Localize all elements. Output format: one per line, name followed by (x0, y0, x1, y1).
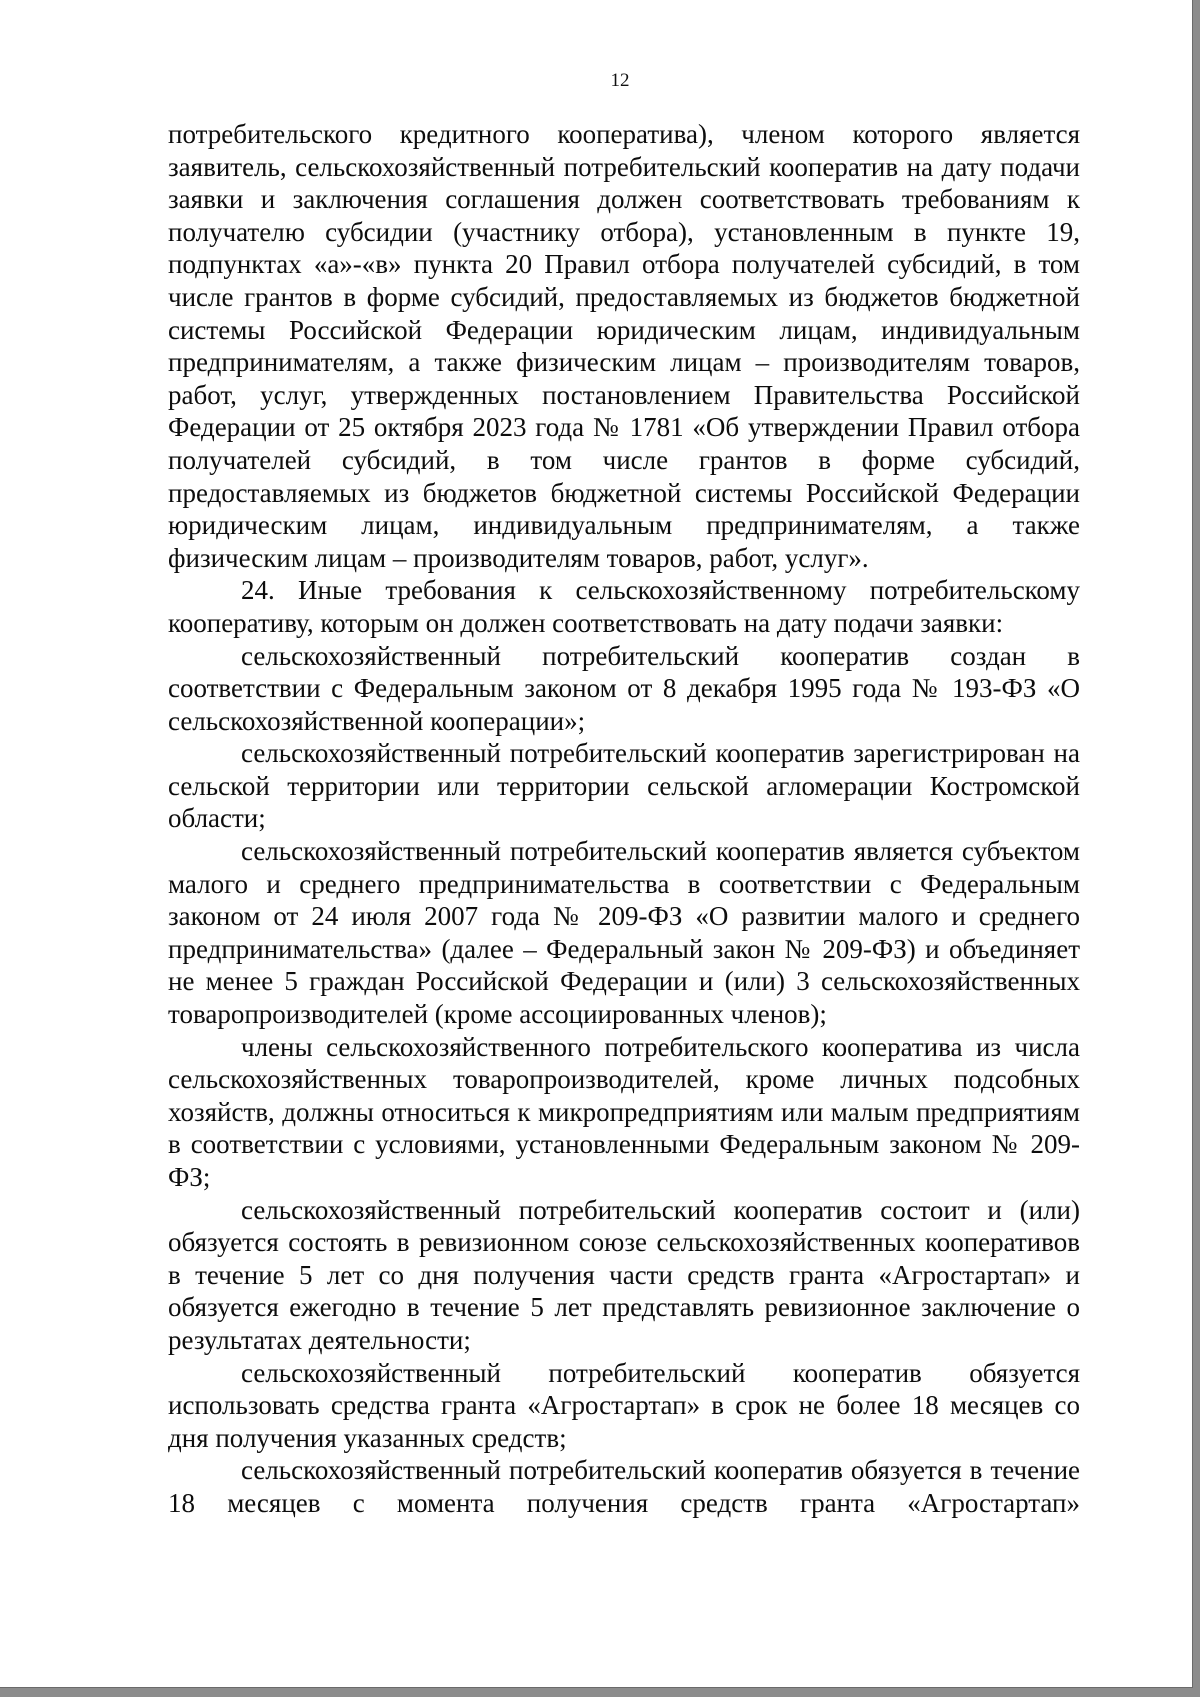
paragraph-continuation: потребительского кредитного кооператива), членом которого является заявитель, сельскохозяйственный потребительский кооператив на дату подачи заявки и заключения соглашения должен соответствовать требованиям к получателю субсидии (участнику отбора), установленным в пункте 19, подпунктах «а»-«в» пункта 20 Правил отбора получателей субсидий, в том числе грантов в форме субсидий, предоставляемых из бюджетов бюджетной системы Российской Федерации юридическим лицам, индивидуальным предпринимателям, а также физическим лицам – производителям товаров, работ, услуг, утвержденных постановлением Правительства Российской Федерации от 25 октября 2023 года № 1781 «Об утверждении Правил отбора получателей субсидий, в том числе грантов в форме субсидий, предоставляемых из бюджетов бюджетной системы Российской Федерации юридическим лицам, индивидуальным предпринимателям, а также физическим лицам – производителям товаров, работ, услуг». (168, 119, 1080, 573)
paragraph-requirement: сельскохозяйственный потребительский кооператив создан в соответствии с Федеральным законом от 8 декабря 1995 года № 193-ФЗ «О сельскохозяйственной кооперации»; (168, 640, 1080, 736)
paragraph-requirement: сельскохозяйственный потребительский кооператив зарегистрирован на сельской территории или территории сельской агломерации Костромской области; (168, 738, 1080, 834)
document-body (168, 118, 1080, 1520)
paragraph-requirement-last: сельскохозяйственный потребительский кооператив обязуется в течение 18 месяцев с момента получения средств гранта «Агростартап» (168, 1455, 1080, 1518)
paragraph-item-24: 24. Иные требования к сельскохозяйственному потребительскому кооперативу, которым он должен соответствовать на дату подачи заявки: (168, 575, 1080, 638)
paragraph-requirement: сельскохозяйственный потребительский кооператив состоит и (или) обязуется состоять в ревизионном союзе сельскохозяйственных кооперативов в течение 5 лет со дня получения части средств гранта «Агростартап» и обязуется ежегодно в течение 5 лет представлять ревизионное заключение о результатах деятельности; (168, 1194, 1080, 1355)
page-number: 12 (610, 70, 630, 91)
paragraph-requirement: сельскохозяйственный потребительский кооператив является субъектом малого и среднего предпринимательства в соответствии с Федеральным законом от 24 июля 2007 года № 209-ФЗ «О развитии малого и среднего предпринимательства» (далее – Федеральный закон № 209-ФЗ) и объединяет не менее 5 граждан Российской Федерации и (или) 3 сельскохозяйственных товаропроизводителей (кроме ассоциированных членов); (168, 836, 1080, 1030)
paragraph-requirement: сельскохозяйственный потребительский кооператив обязуется использовать средства гранта «Агростартап» в срок не более 18 месяцев со дня получения указанных средств; (168, 1357, 1080, 1453)
paragraph-requirement: члены сельскохозяйственного потребительского кооператива из числа сельскохозяйственных товаропроизводителей, кроме личных подсобных хозяйств, должны относиться к микропредприятиям или малым предприятиям в соответствии с условиями, установленными Федеральным законом № 209-ФЗ; (168, 1031, 1080, 1192)
